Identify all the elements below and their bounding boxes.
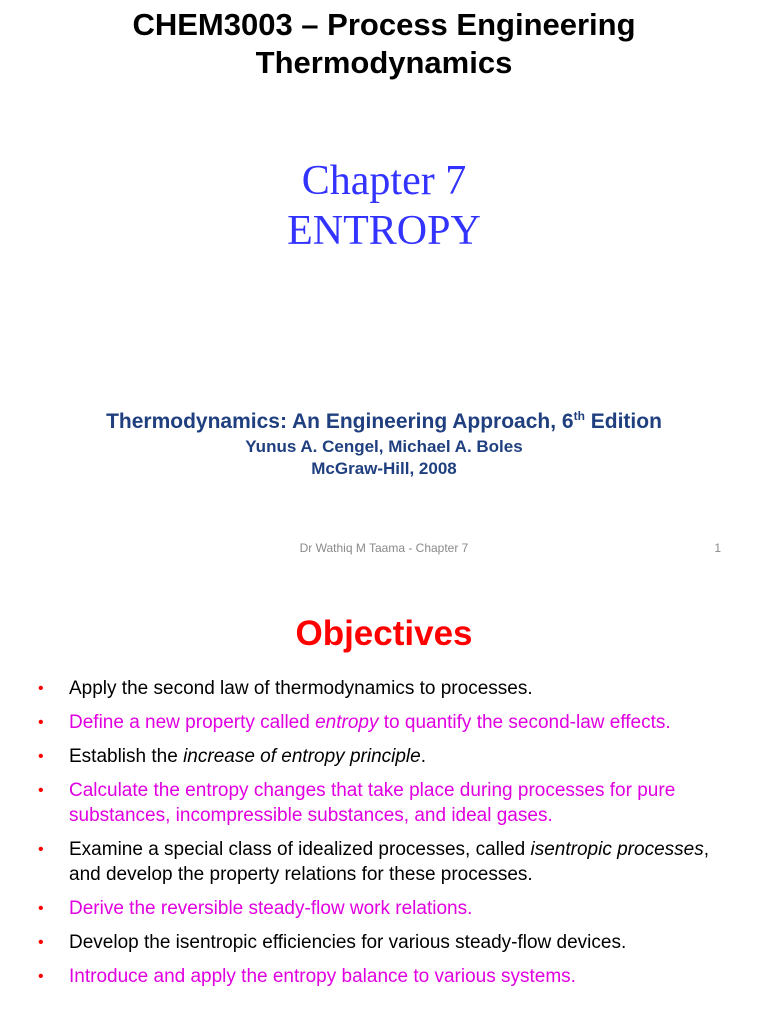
- bullet-icon: •: [38, 934, 44, 951]
- book-reference: [0, 402, 768, 480]
- book-title-end: Edition: [584, 410, 662, 433]
- objectives-title: Objectives: [295, 614, 473, 653]
- objective-text: Apply the second law of thermodynamics to processes.: [69, 678, 533, 699]
- objective-emphasis: entropy: [315, 712, 379, 733]
- slide-footer: Dr Wathiq M Taama - Chapter 7: [299, 541, 469, 555]
- course-title: [0, 6, 768, 82]
- book-publisher: McGraw-Hill, 2008: [311, 459, 457, 478]
- objective-emphasis: increase of entropy principle: [183, 746, 421, 767]
- objective-item: [38, 896, 728, 921]
- objective-emphasis: isentropic processes: [530, 839, 704, 860]
- course-title-line2: Thermodynamics: [255, 45, 513, 80]
- objective-item: [38, 930, 728, 955]
- bullet-icon: •: [38, 782, 44, 799]
- bullet-icon: •: [38, 748, 44, 765]
- objective-item: [38, 744, 728, 769]
- objective-item: [38, 710, 728, 735]
- bullet-icon: •: [38, 714, 44, 731]
- book-title: [0, 402, 768, 436]
- book-authors: Yunus A. Cengel, Michael A. Boles: [245, 437, 523, 456]
- objective-text: Calculate the entropy changes that take place during processes for pure substances, incompressible substances, and ideal gases.: [69, 780, 676, 826]
- objective-text: Define a new property called: [69, 712, 316, 733]
- objective-item: [38, 837, 728, 887]
- objective-item: [38, 778, 728, 828]
- chapter-topic: ENTROPY: [287, 208, 481, 254]
- objective-text: Derive the reversible steady-flow work relations.: [69, 898, 473, 919]
- objective-text: .: [420, 746, 426, 767]
- bullet-icon: •: [38, 900, 44, 917]
- page-number: 1: [714, 541, 721, 555]
- objective-text: Introduce and apply the entropy balance to various systems.: [69, 966, 576, 987]
- bullet-icon: •: [38, 968, 44, 985]
- book-title-superscript: th: [573, 409, 585, 423]
- objective-item: [38, 964, 728, 989]
- bullet-icon: •: [38, 841, 44, 858]
- bullet-icon: •: [38, 680, 44, 697]
- chapter-number: Chapter 7: [301, 158, 467, 204]
- objectives-slide: [0, 600, 768, 1024]
- objective-text: Examine a special class of idealized processes, called: [69, 839, 531, 860]
- objective-text: Develop the isentropic efficiencies for various steady-flow devices.: [69, 932, 627, 953]
- course-title-line1: CHEM3003 – Process Engineering: [132, 7, 636, 42]
- objectives-list: [38, 676, 728, 998]
- objective-text: Establish the: [69, 746, 184, 767]
- objective-text: to quantify the second-law effects.: [378, 712, 671, 733]
- book-title-main: Thermodynamics: An Engineering Approach, 6: [106, 410, 574, 433]
- objective-item: [38, 676, 728, 701]
- objective-text: , and develop the property relations for these processes.: [69, 839, 709, 885]
